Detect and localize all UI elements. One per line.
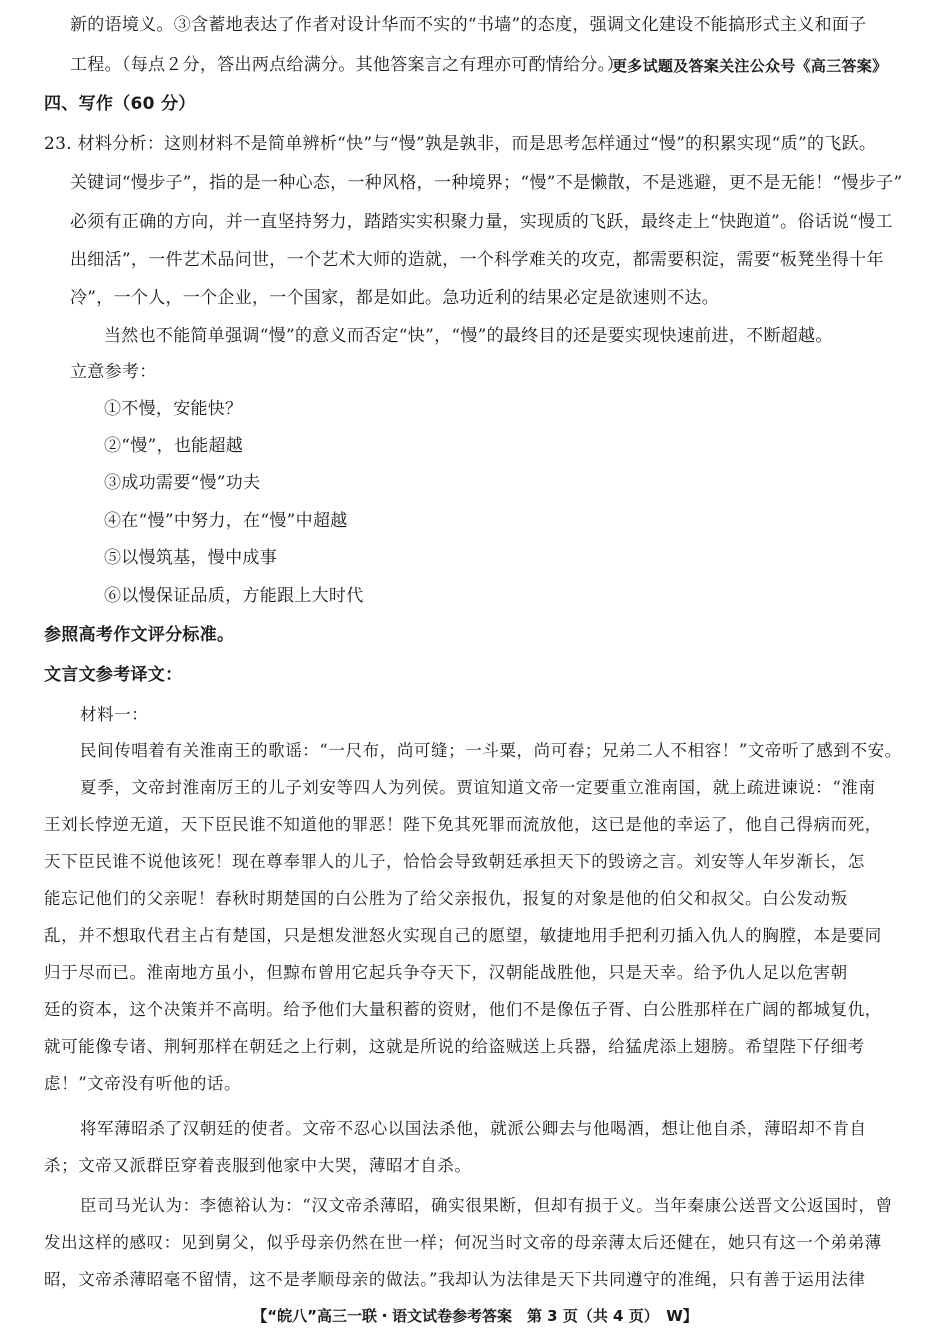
idea-item: ①不慢，安能快？ <box>104 399 243 419</box>
translation-line: 就可能像专诸、荆轲那样在朝廷之上行刺，这就是所说的给盗贼送上兵器，给猛虎添上翅膀。希望陛下仔细考 <box>44 1037 865 1056</box>
translation-line: 天下臣民谁不说他该死！现在尊奉罪人的儿子，恰恰会导致朝廷承担天下的毁谤之言。刘安等人年岁渐长，怎 <box>44 852 865 871</box>
idea-item: ③成功需要“慢”功夫 <box>104 473 261 493</box>
idea-label: 立意参考： <box>70 362 157 382</box>
translation-line: 归于尽而已。淮南地方虽小，但黥布曾用它起兵争夺天下，汉朝能战胜他，只是天幸。给予仇人足以危害朝 <box>44 963 848 982</box>
page-footer: 【“皖八”高三一联・语文试卷参考答案 第 3 页（共 4 页） W】 <box>252 1307 698 1325</box>
q23-line-5: 冷”，一个人，一个企业，一个国家，都是如此。急功近利的结果必定是欲速则不达。 <box>70 288 720 308</box>
idea-item: ⑤以慢筑基，慢中成事 <box>104 548 277 568</box>
translation-line: 虑！”文帝没有听他的话。 <box>44 1074 242 1093</box>
translation-line: 臣司马光认为：李德裕认为：“汉文帝杀薄昭，确实很果断，但却有损于义。当年秦康公送晋文公返国时，曾 <box>80 1196 893 1215</box>
section-4-heading: 四、写作（60 分） <box>44 94 196 114</box>
material-1-label: 材料一： <box>80 705 149 724</box>
q23-paragraph-2: 当然也不能简单强调“慢”的意义而否定“快”，“慢”的最终目的还是要实现快速前进，不断超越。 <box>104 326 833 346</box>
translation-line: 乱，并不想取代君主占有楚国，只是想发泄怒火实现自己的愿望，敏捷地用手把利刃插入仇人的胸膛，本是要同 <box>44 926 882 945</box>
q23-line-1: 23. 材料分析：这则材料不是简单辨析“快”与“慢”孰是孰非，而是思考怎样通过“慢”的积累实现“质”的飞跃。 <box>44 134 877 154</box>
translation-line: 昭，文帝杀薄昭毫不留情，这不是孝顺母亲的做法。”我却认为法律是天下共同遵守的准绳，只有善于运用法律 <box>44 1270 866 1289</box>
q23-line-4: 出细活”，一件艺术品问世，一个艺术大师的造就，一个科学难关的攻克，都需要积淀，需要“板凳坐得十年 <box>70 250 884 270</box>
translation-line: 王刘长悖逆无道，天下臣民谁不知道他的罪恶！陛下免其死罪而流放他，这已是他的幸运了，他自己得病而死， <box>44 815 882 834</box>
idea-item: ④在“慢”中努力，在“慢”中超越 <box>104 511 348 531</box>
translation-line: 将军薄昭杀了汉朝廷的使者。文帝不忍心以国法杀他，就派公卿去与他喝酒，想让他自杀，薄昭却不肯自 <box>80 1119 867 1138</box>
translation-line: 发出这样的感叹：见到舅父，似乎母亲仍然在世一样；何况当时文帝的母亲薄太后还健在，她只有这一个弟弟薄 <box>44 1233 882 1252</box>
q23-line-2: 关键词“慢步子”，指的是一种心态，一种风格，一种境界；“慢”不是懒散，不是逃避，更不是无能！“慢步子” <box>70 173 903 193</box>
carryover-line-2: 工程。（每点２分，答出两点给满分。其他答案言之有理亦可酌情给分。） <box>70 55 624 75</box>
translation-line: 廷的资本，这个决策并不高明。给予他们大量积蓄的资财，他们不是像伍子胥、白公胜那样在广阔的都城复仇， <box>44 1000 882 1019</box>
idea-item: ⑥以慢保证品质，方能跟上大时代 <box>104 586 364 606</box>
carryover-line-1: 新的语境义。③含蓄地表达了作者对设计华而不实的“书墙”的态度，强调文化建设不能搞形式主义和面子 <box>70 15 867 35</box>
translation-heading: 文言文参考译文： <box>44 665 183 685</box>
translation-line: 夏季，文帝封淮南厉王的儿子刘安等四人为列侯。贾谊知道文帝一定要重立淮南国，就上疏进谏说：“淮南 <box>80 778 876 797</box>
grading-note: 参照高考作文评分标准。 <box>44 625 235 645</box>
translation-line: 杀；文帝又派群臣穿着丧服到他家中大哭，薄昭才自杀。 <box>44 1156 472 1175</box>
wechat-notice: 更多试题及答案关注公众号《高三答案》 <box>612 57 888 75</box>
translation-line: 能忘记他们的父亲呢！春秋时期楚国的白公胜为了给父亲报仇，报复的对象是他的伯父和叔父。白公发动叛 <box>44 889 848 908</box>
idea-item: ②“慢”，也能超越 <box>104 436 244 456</box>
q23-line-3: 必须有正确的方向，并一直坚持努力，踏踏实实积聚力量，实现质的飞跃，最终走上“快跑道”。俗话说“慢工 <box>70 212 893 232</box>
translation-line: 民间传唱着有关淮南王的歌谣：“一尺布，尚可缝；一斗粟，尚可舂；兄弟二人不相容！”文帝听了感到不安。 <box>80 741 902 760</box>
